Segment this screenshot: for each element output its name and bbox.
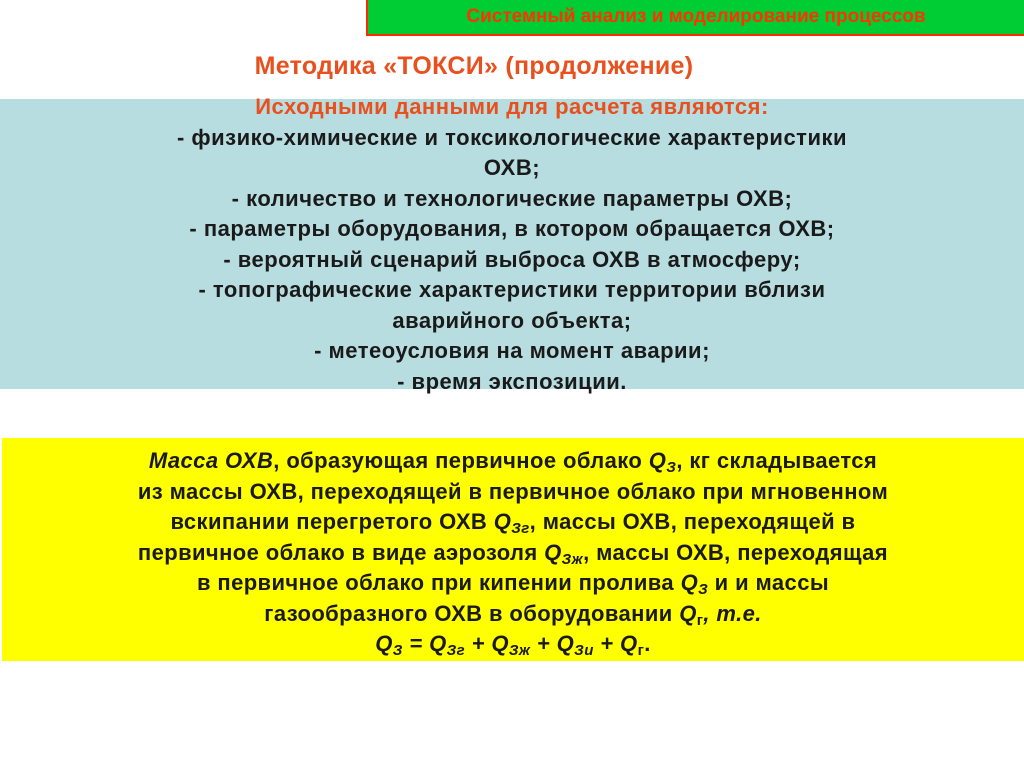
input-data-heading: Исходными данными для расчета являются: — [255, 94, 769, 119]
input-data-line: - физико-химические и токсикологические характеристики — [176, 124, 848, 150]
formula-part: . — [644, 631, 651, 656]
formula-subscript: Зг — [446, 642, 466, 659]
mass-text-fragment: в первичное облако при кипении пролива — [196, 570, 681, 595]
symbol-subscript: Зж — [561, 550, 584, 568]
symbol-q: Q — [648, 448, 667, 473]
input-data-text — [0, 92, 1024, 397]
input-data-line: аварийного объекта; — [392, 307, 632, 333]
formula-part: + Q — [593, 631, 638, 656]
formula-subscript: г — [637, 642, 645, 659]
formula-subscript: З — [392, 642, 403, 659]
symbol-subscript: З — [666, 459, 677, 476]
mass-term: Масса ОХВ — [148, 448, 274, 473]
input-data-line: - метеоусловия на момент аварии; — [314, 338, 710, 363]
slide-title — [0, 52, 1024, 81]
course-title: Системный анализ и моделирование процессов — [466, 6, 926, 27]
symbol-q: Q — [544, 539, 562, 565]
symbol-q: Q — [680, 570, 699, 595]
formula-subscript: Зи — [574, 642, 594, 659]
mass-formula — [2, 629, 1024, 660]
mass-line — [2, 507, 1024, 538]
input-data-line: - топографические характеристики территории вблизи — [198, 277, 826, 302]
mass-line — [2, 568, 1024, 599]
symbol-subscript: З — [698, 581, 709, 598]
symbol-q: Q — [679, 600, 697, 626]
input-data-line: ОХВ; — [483, 155, 541, 180]
input-data-line: - количество и технологические параметры ОХВ; — [231, 185, 793, 211]
mass-text-fragment: , образующая первичное облако — [273, 448, 649, 473]
formula-part: + Q — [465, 631, 509, 656]
formula-subscript: Зж — [508, 642, 531, 659]
formula-part: + Q — [530, 631, 575, 656]
mass-line — [2, 538, 1024, 569]
course-header-bar — [366, 0, 1024, 36]
mass-line: из массы ОХВ, переходящей в первичное облако при мгновенном — [137, 478, 889, 504]
mass-text-fragment: , т.е. — [703, 600, 762, 626]
symbol-subscript: Зг — [511, 520, 530, 537]
formula-part: = Q — [402, 631, 447, 656]
mass-definition-text — [2, 446, 1024, 660]
mass-text-fragment: первичное облако в виде аэрозоля — [137, 539, 545, 565]
mass-text-fragment: , массы ОХВ, переходящей в — [529, 509, 856, 534]
symbol-subscript: г — [696, 611, 704, 629]
mass-text-fragment: вскипании перегретого ОХВ — [170, 509, 494, 534]
mass-text-fragment: , массы ОХВ, переходящая — [583, 539, 889, 565]
mass-text-fragment: газообразного ОХВ в оборудовании — [264, 600, 680, 626]
slide-title-text: Методика «ТОКСИ» (продолжение) — [254, 52, 694, 80]
input-data-line: - время экспозиции. — [397, 368, 627, 394]
mass-line — [2, 446, 1024, 477]
mass-text-fragment: и и массы — [708, 570, 830, 595]
formula-part: Q — [375, 631, 393, 656]
mass-text-fragment: , кг складывается — [676, 448, 878, 473]
input-data-line: - вероятный сценарий выброса ОХВ в атмосферу; — [223, 246, 801, 272]
mass-line — [2, 599, 1024, 630]
input-data-line: - параметры оборудования, в котором обращается ОХВ; — [189, 216, 835, 241]
symbol-q: Q — [493, 509, 512, 534]
